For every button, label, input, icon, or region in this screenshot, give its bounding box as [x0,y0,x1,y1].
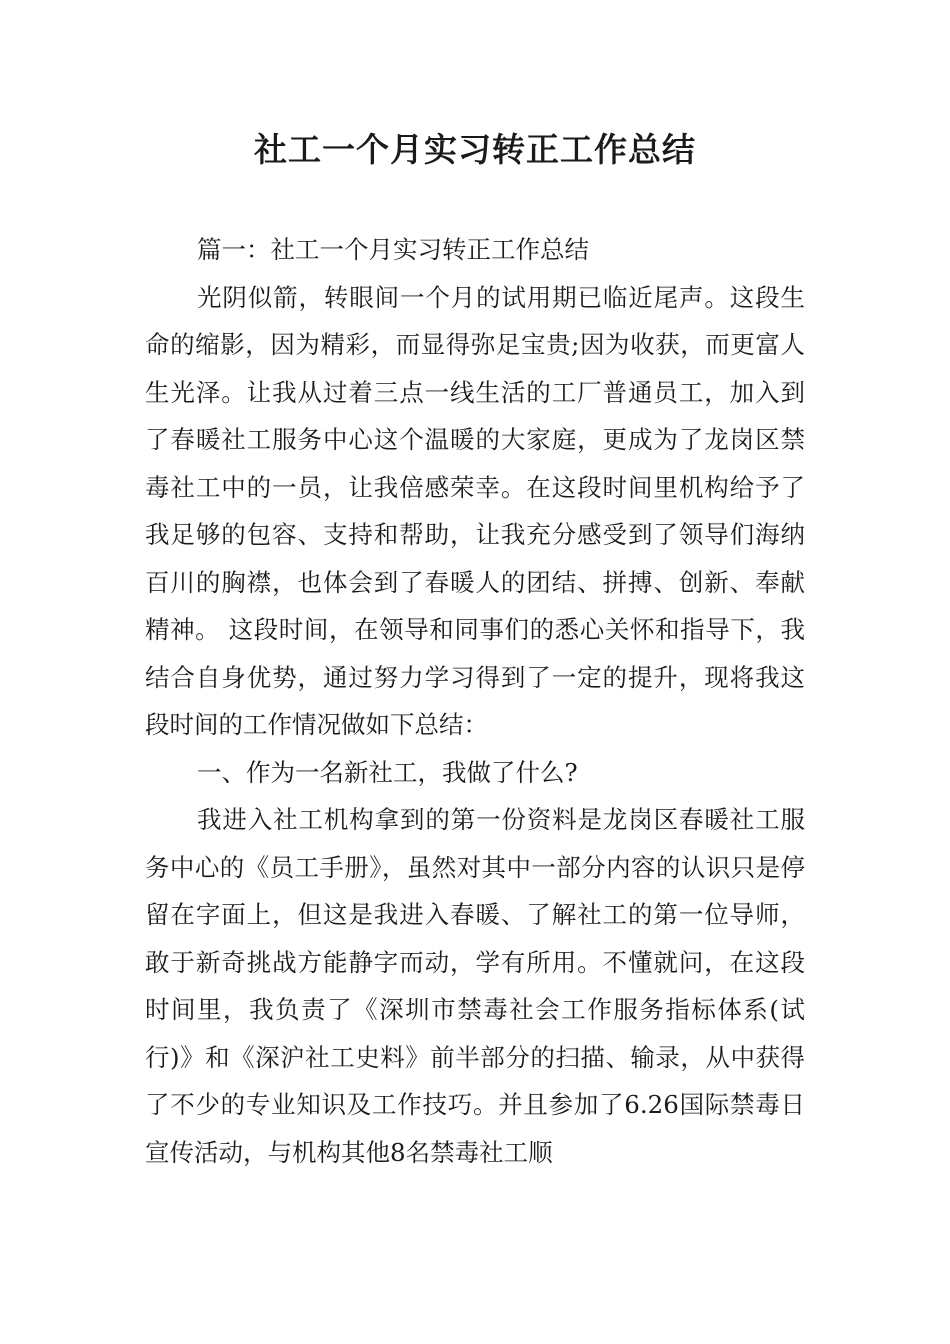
document-title: 社工一个月实习转正工作总结 [254,130,696,169]
document-body [145,226,805,1176]
paragraph-intro: 光阴似箭，转眼间一个月的试用期已临近尾声。这段生命的缩影，因为精彩，而显得弥足宝贵;因为收获，而更富人生光泽。让我从过着三点一线生活的工厂普通员工，加入到了春暖社工服务中心这个温暖的大家庭，更成为了龙岗区禁毒社工中的一员，让我倍感荣幸。在这段时间里机构给予了我足够的包容、支持和帮助，让我充分感受到了领导们海纳百川的胸襟，也体会到了春暖人的团结、拼搏、创新、奉献精神。 这段时间，在领导和同事们的悉心关怀和指导下，我结合自身优势，通过努力学习得到了一定的提升，现将我这段时间的工作情况做如下总结： [145,282,805,739]
section-heading-part-one: 篇一：社工一个月实习转正工作总结 [197,235,589,264]
section-heading-what-i-did: 一、作为一名新社工，我做了什么? [197,757,578,787]
paragraph-work-details: 我进入社工机构拿到的第一份资料是龙岗区春暖社工服务中心的《员工手册》，虽然对其中一部分内容的认识只是停留在字面上，但这是我进入春暖、了解社工的第一位导师，敢于新奇挑战方能静字而动，学有所用。不懂就问，在这段时间里，我负责了《深圳市禁毒社会工作服务指标体系(试行)》和《深沪社工史料》前半部分的扫描、输录，从中获得了不少的专业知识及工作技巧。并且参加了6.26国际禁毒日宣传活动，与机构其他8名禁毒社工顺 [145,805,805,1167]
